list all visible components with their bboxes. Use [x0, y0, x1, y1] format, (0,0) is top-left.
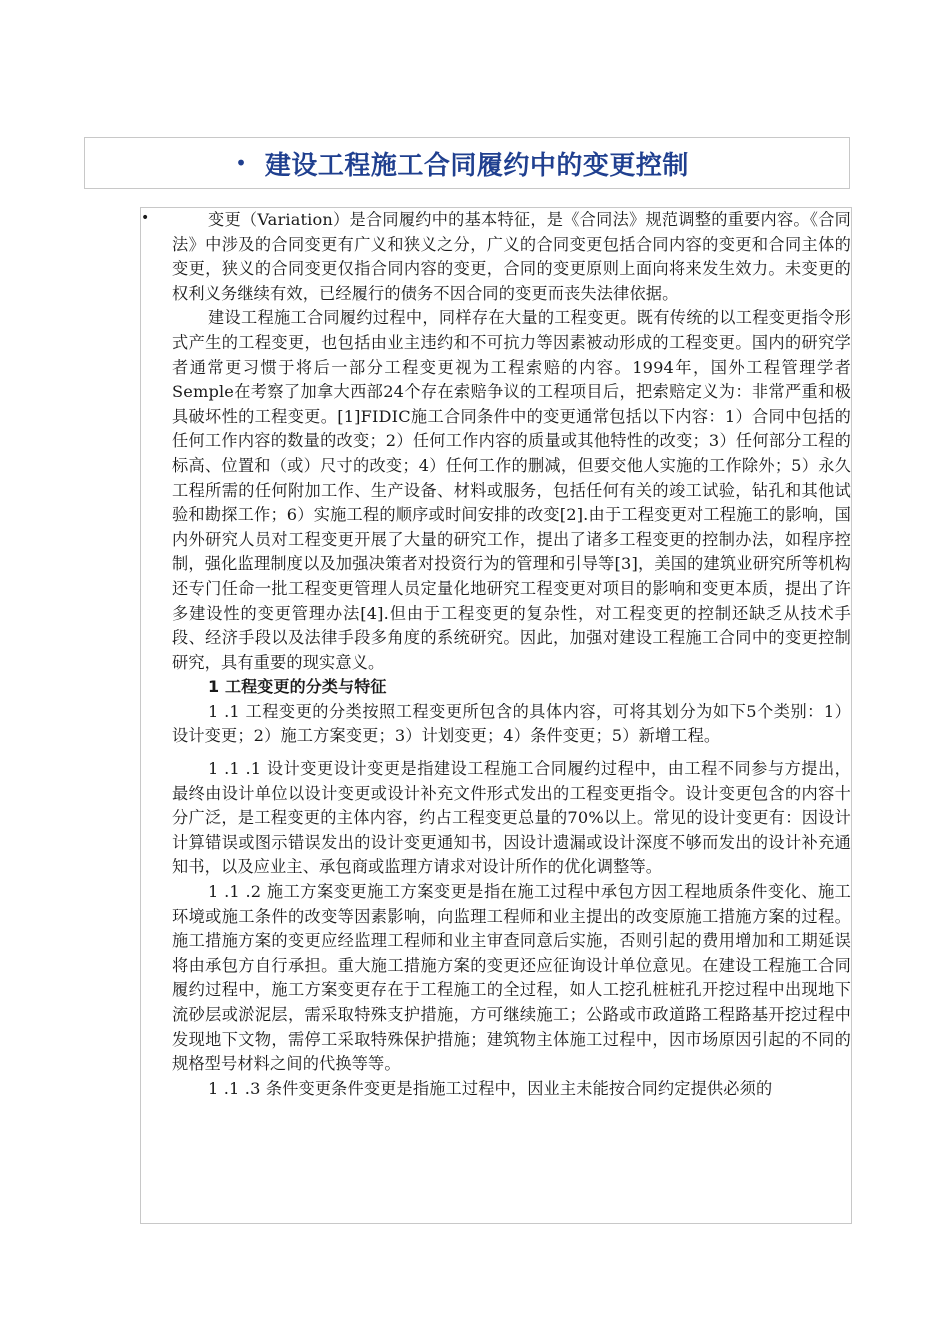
section-intro: 1 .1 工程变更的分类按照工程变更所包含的具体内容，可将其划分为如下5个类别：1）设计变更；2）施工方案变更；3）计划变更；4）条件变更；5）新增工程。: [172, 701, 851, 746]
article-content: [172, 208, 851, 1101]
paragraph-background: 建设工程施工合同履约过程中，同样存在大量的工程变更。既有传统的以工程变更指令形式产生的工程变更，也包括由业主违约和不可抗力等因素被动形成的工程变更。国内的研究学者通常更习惯于将后一部分工程变更视为工程索赔的内容。1994年，国外工程管理学者Semple在考察了加拿大西部24个存在索赔争议的工程项目后，把索赔定义为：非常严重和极具破坏性的工程变更。[1]FIDIC施工合同条件中的变更通常包括以下内容：1）合同中包括的任何工作内容的数量的改变；2）任何工作内容的质量或其他特性的改变；3）任何部分工程的标高、位置和（或）尺寸的改变；4）任何工作的删减，但要交他人实施的工作除外；5）永久工程所需的任何附加工作、生产设备、材料或服务，包括任何有关的竣工试验，钻孔和其他试验和勘探工作；6）实施工程的顺序或时间安排的改变[2].由于工程变更对工程施工的影响，国内外研究人员对工程变更开展了大量的研究工作，提出了诸多工程变更的控制办法，如程序控制，强化监理制度以及加强决策者对投资行为的管理和引导等[3]，美国的建筑业研究所等机构还专门任命一批工程变更管理人员定量化地研究工程变更对项目的影响和变更本质，提出了许多建设性的变更管理办法[4].但由于工程变更的复杂性，对工程变更的控制还缺乏从技术手段、经济手段以及法律手段多角度的系统研究。因此，加强对建设工程施工合同中的变更控制研究，具有重要的现实意义。: [172, 308, 851, 672]
title-box: [84, 137, 850, 189]
subsection-design-change: 1 .1 .1 设计变更设计变更是指建设工程施工合同履约过程中，由工程不同参与方提出，最终由设计单位以设计变更或设计补充文件形式发出的工程变更指令。设计变更包含的内容十分广泛，是工程变更的主体内容，约占工程变更总量的70%以上。常见的设计变更有：因设计计算错误或图示错误发出的设计变更通知书，因设计遗漏或设计深度不够而发出的设计补充通知书，以及应业主、承包商或监理方请求对设计所作的优化调整等。: [172, 759, 851, 877]
section-heading: 1 工程变更的分类与特征: [208, 677, 387, 697]
body-bullet: •: [141, 210, 150, 226]
subsection-construction-plan-change: 1 .1 .2 施工方案变更施工方案变更是指在施工过程中承包方因工程地质条件变化、施工环境或施工条件的改变等因素影响，向监理工程师和业主提出的改变原施工措施方案的过程。施工措施方案的变更应经监理工程师和业主审查同意后实施，否则引起的费用增加和工期延误将由承包方自行承担。重大施工措施方案的变更还应征询设计单位意见。在建设工程施工合同履约过程中，施工方案变更存在于工程施工的全过程，如人工挖孔桩桩孔开挖过程中出现地下流砂层或淤泥层，需采取特殊支护措施，方可继续施工；公路或市政道路工程路基开挖过程中发现地下文物，需停工采取特殊保护措施；建筑物主体施工过程中，因市场原因引起的不同的规格型号材料之间的代换等等。: [172, 882, 851, 1074]
title-bullet: •: [235, 151, 247, 175]
page-title: 建设工程施工合同履约中的变更控制: [264, 150, 689, 181]
body-box: [140, 207, 852, 1224]
paragraph-intro: 变更（Variation）是合同履约中的基本特征，是《合同法》规范调整的重要内容。《合同法》中涉及的合同变更有广义和狭义之分，广义的合同变更包括合同内容的变更和合同主体的变更，狭义的合同变更仅指合同内容的变更，合同的变更原则上面向将来发生效力。未变更的权利义务继续有效，已经履行的债务不因合同的变更而丧失法律依据。: [172, 210, 851, 303]
subsection-condition-change: 1 .1 .3 条件变更条件变更是指施工过程中，因业主未能按合同约定提供必须的: [208, 1078, 773, 1098]
